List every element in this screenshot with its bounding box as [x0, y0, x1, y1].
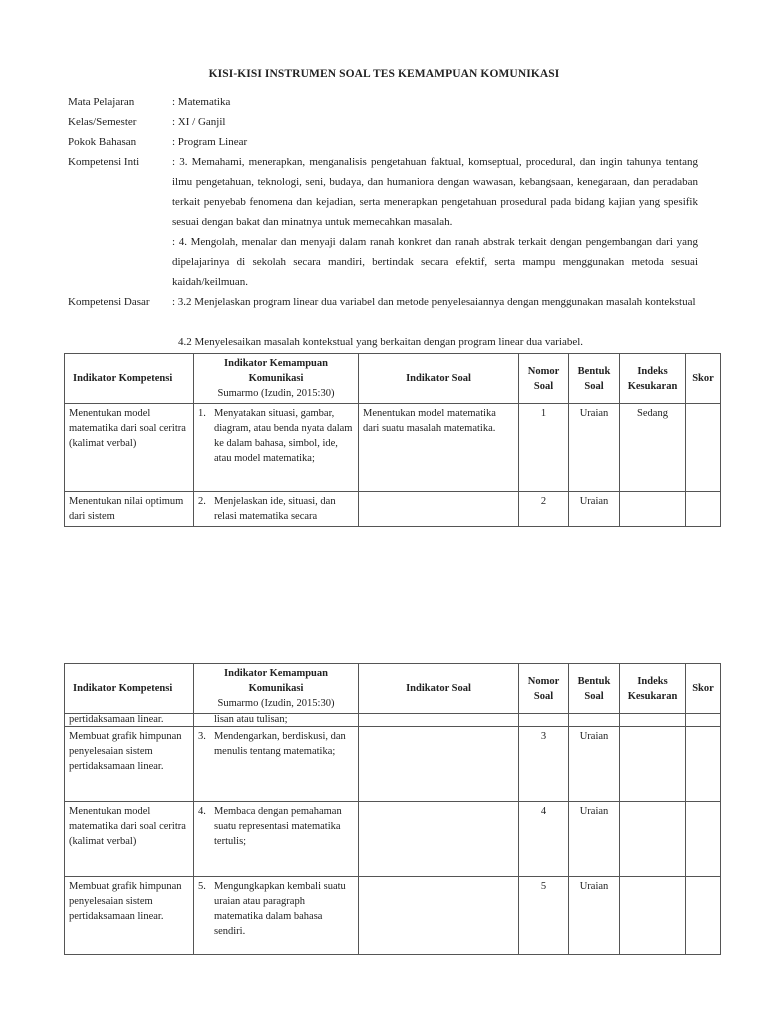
mata-pelajaran-label: Mata Pelajaran: [68, 96, 135, 108]
header-nomor-soal: [519, 664, 569, 714]
cell-skor: [686, 802, 721, 877]
cell-kompetensi: Menentukan nilai optimum dari sistem: [65, 492, 194, 527]
header-bentuk-line2: Soal: [584, 690, 604, 702]
header-kemampuan-line2: Komunikasi: [248, 683, 304, 694]
item-number: 2.: [198, 496, 206, 507]
cell-bentuk: Uraian: [569, 492, 620, 527]
kemampuan-text: Membaca dengan pemahaman suatu representasi matematika tertulis;: [214, 806, 342, 847]
cell-indikator-soal: [359, 727, 519, 802]
pokok-bahasan-label: Pokok Bahasan: [68, 136, 137, 148]
cell-kompetensi: pertidaksamaan linear.: [65, 714, 194, 727]
cell-nomor: 4: [519, 802, 569, 877]
cell-nomor: [519, 714, 569, 727]
table-header-row: [65, 664, 721, 714]
kemampuan-text: lisan atau tulisan;: [214, 714, 288, 725]
header-kemampuan-line2: Komunikasi: [248, 373, 304, 384]
header-bentuk-line1: Bentuk: [577, 675, 611, 687]
header-nomor-line1: Nomor: [527, 365, 560, 377]
cell-kemampuan: [194, 877, 359, 955]
cell-skor: [686, 877, 721, 955]
cell-kemampuan: [194, 714, 359, 727]
header-indikator-kemampuan: [194, 664, 359, 714]
header-bentuk-soal: [569, 354, 620, 404]
header-indikator-soal: Indikator Soal: [359, 354, 519, 404]
cell-skor: [686, 492, 721, 527]
header-bentuk-line1: Bentuk: [577, 365, 611, 377]
cell-bentuk: Uraian: [569, 404, 620, 492]
item-number: 4.: [198, 806, 206, 817]
item-number: 1.: [198, 408, 206, 419]
header-nomor-line1: Nomor: [527, 675, 560, 687]
cell-indikator-soal: Menentukan model matematika dari suatu masalah matematika.: [359, 404, 519, 492]
cell-kemampuan: [194, 802, 359, 877]
kompetensi-inti-3: : 3. Memahami, menerapkan, menganalisis pengetahuan faktual, komseptual, procedural, dan ingin tahunya tentang ilmu pengetahuan, teknologi, seni, budaya, dan humaniora dengan wawasan, kebangsaan, kenegaraan, dan peradaban terkait penyebab fenomena dan kejadian, serta menerapkan pengetahuan prosedural pada bidang kajian yang spesifik sesuai dengan bakat dan minatnya untuk memecahkan masalah.: [172, 156, 698, 228]
header-indikator-kemampuan: [194, 354, 359, 404]
header-kemampuan-source: Sumarmo (Izudin, 2015:30): [217, 698, 335, 709]
header-indeks-line2: Kesukaran: [627, 380, 678, 392]
kemampuan-text: Mendengarkan, berdiskusi, dan menulis tentang matematika;: [214, 731, 346, 757]
header-nomor-line2: Soal: [533, 690, 554, 702]
cell-indeks: [620, 802, 686, 877]
cell-bentuk: Uraian: [569, 727, 620, 802]
cell-kemampuan: [194, 404, 359, 492]
header-kemampuan-line1: Indikator Kemampuan: [224, 668, 328, 679]
table-row: [65, 492, 721, 527]
cell-indikator-soal: [359, 492, 519, 527]
cell-kemampuan: [194, 492, 359, 527]
header-skor: Skor: [686, 664, 721, 714]
cell-indikator-soal: [359, 802, 519, 877]
cell-indikator-soal: [359, 877, 519, 955]
cell-nomor: 2: [519, 492, 569, 527]
header-kemampuan-line1: Indikator Kemampuan: [224, 358, 328, 369]
cell-indikator-soal: [359, 714, 519, 727]
header-kemampuan-source: Sumarmo (Izudin, 2015:30): [217, 388, 335, 399]
cell-skor: [686, 404, 721, 492]
cell-indeks: [620, 492, 686, 527]
cell-nomor: 5: [519, 877, 569, 955]
pokok-bahasan-value: : Program Linear: [172, 136, 248, 148]
header-nomor-soal: [519, 354, 569, 404]
kemampuan-text: Menjelaskan ide, situasi, dan relasi matematika secara: [214, 496, 336, 522]
table-row: [65, 877, 721, 955]
table-row: [65, 802, 721, 877]
cell-kemampuan: [194, 727, 359, 802]
cell-nomor: 3: [519, 727, 569, 802]
kompetensi-dasar-4-2: 4.2 Menyelesaikan masalah kontekstual yang berkaitan dengan program linear dua variabel.: [178, 336, 584, 348]
cell-indeks: [620, 877, 686, 955]
cell-indeks: [620, 727, 686, 802]
kompetensi-dasar-3-2: : 3.2 Menjelaskan program linear dua variabel dan metode penyelesaiannya dengan menggunakan masalah kontekstual: [172, 296, 696, 308]
kompetensi-dasar-label: Kompetensi Dasar: [68, 296, 150, 308]
kisi-kisi-table-page-2: [64, 663, 721, 955]
cell-kompetensi: Menentukan model matematika dari soal ceritra (kalimat verbal): [65, 802, 194, 877]
header-indikator-kompetensi: Indikator Kompetensi: [65, 354, 194, 404]
cell-kompetensi: Membuat grafik himpunan penyelesaian sistem pertidaksamaan linear.: [65, 727, 194, 802]
cell-bentuk: Uraian: [569, 877, 620, 955]
header-indeks-kesukaran: [620, 354, 686, 404]
item-number: 3.: [198, 731, 206, 742]
cell-indeks: [620, 714, 686, 727]
header-indikator-kompetensi: Indikator Kompetensi: [65, 664, 194, 714]
cell-skor: [686, 727, 721, 802]
header-indeks-kesukaran: [620, 664, 686, 714]
header-bentuk-soal: [569, 664, 620, 714]
kemampuan-text: Mengungkapkan kembali suatu uraian atau paragraph matematika dalam bahasa sendiri.: [214, 881, 346, 937]
cell-bentuk: [569, 714, 620, 727]
cell-kompetensi: Membuat grafik himpunan penyelesaian sistem pertidaksamaan linear.: [65, 877, 194, 955]
table-row: [65, 727, 721, 802]
table-header-row: [65, 354, 721, 404]
cell-bentuk: Uraian: [569, 802, 620, 877]
table-row: [65, 404, 721, 492]
header-indikator-soal: Indikator Soal: [359, 664, 519, 714]
header-indeks-line1: Indeks: [637, 675, 668, 687]
header-bentuk-line2: Soal: [584, 380, 604, 392]
cell-skor: [686, 714, 721, 727]
kompetensi-inti-label: Kompetensi Inti: [68, 156, 140, 168]
kompetensi-inti-4: : 4. Mengolah, menalar dan menyaji dalam ranah konkret dan ranah abstrak terkait dengan pengembangan dari yang dipelajarinya di sekolah secara mandiri, bertindak secara efektif, serta mampu menggunakan metoda sesuai kaidah/keilmuan.: [172, 236, 698, 288]
kemampuan-text: Menyatakan situasi, gambar, diagram, atau benda nyata dalam ke dalam bahasa, simbol, ide, atau model matematika;: [214, 408, 353, 464]
header-indeks-line2: Kesukaran: [627, 690, 678, 702]
item-number: [198, 714, 212, 726]
table-row: [65, 714, 721, 727]
kelas-semester-label: Kelas/Semester: [68, 116, 137, 128]
kisi-kisi-table-page-1: [64, 353, 721, 527]
header-skor: Skor: [686, 354, 721, 404]
mata-pelajaran-value: : Matematika: [172, 96, 231, 108]
document-title: KISI-KISI INSTRUMEN SOAL TES KEMAMPUAN KOMUNIKASI: [208, 68, 560, 80]
cell-nomor: 1: [519, 404, 569, 492]
cell-indeks: Sedang: [620, 404, 686, 492]
kelas-semester-value: : XI / Ganjil: [172, 116, 226, 128]
cell-kompetensi: Menentukan model matematika dari soal ceritra (kalimat verbal): [65, 404, 194, 492]
item-number: 5.: [198, 881, 206, 892]
header-nomor-line2: Soal: [533, 380, 554, 392]
header-indeks-line1: Indeks: [637, 365, 668, 377]
